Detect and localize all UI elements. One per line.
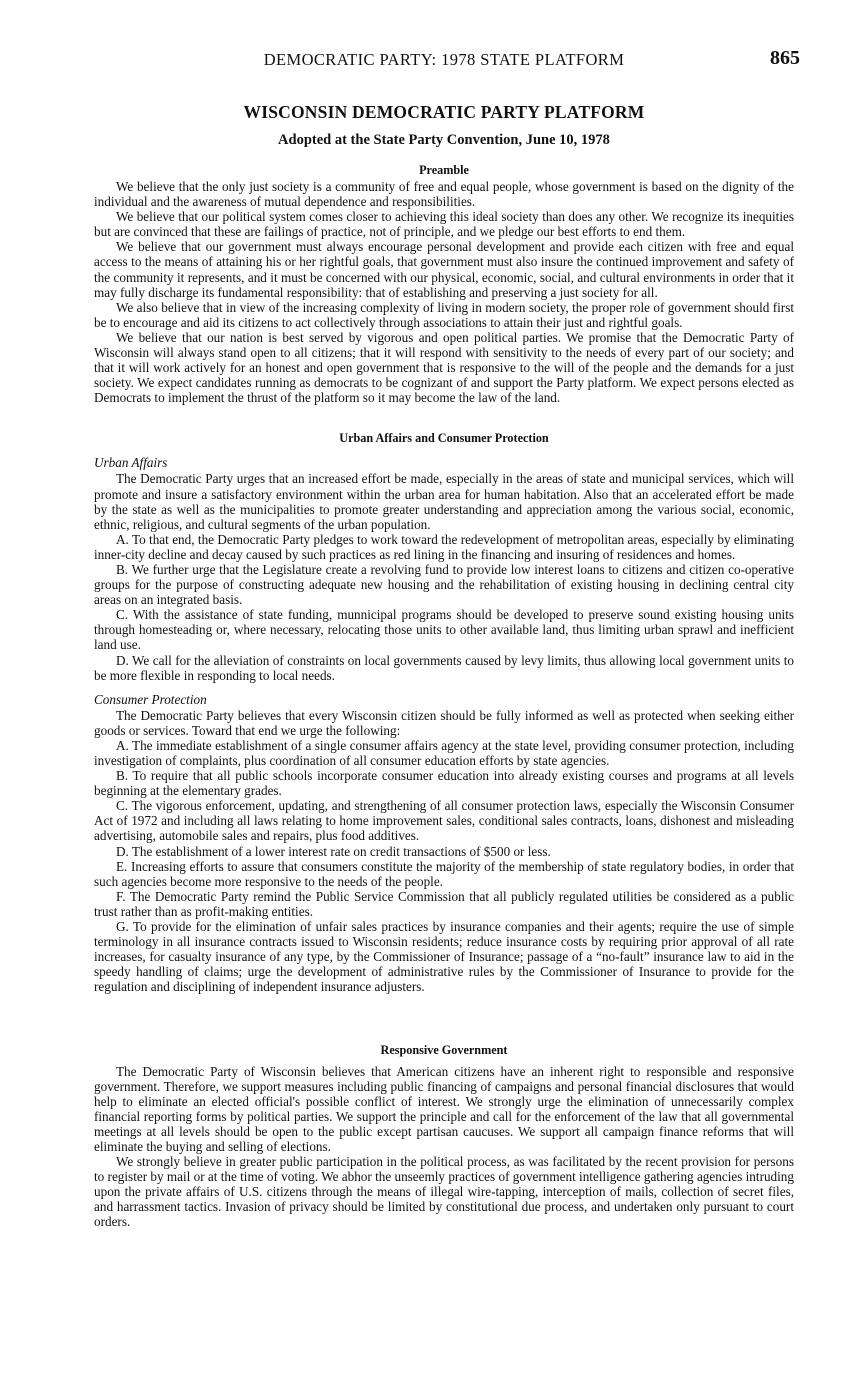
urban-affairs-item-a: A. To that end, the Democratic Party pledges to work toward the redevelopment of metropolitan areas, especially by eliminating inner-city decline and decay caused by such practices as red lining in the financing and insuring of residences and homes. [94,531,794,562]
urban-affairs-paragraph-1: The Democratic Party urges that an increased effort be made, especially in the areas of state and municipal services, which will promote and insure a satisfactory environment within the urban area for human habitation. Also that an accelerated effort be made by the state as well as the municipalities to promote greater understanding and appreciation among the various social, economic, ethnic, religious, and cultural segments of the urban population. [94,471,794,532]
section-heading-urban-affairs: Urban Affairs and Consumer Protection [339,431,549,446]
section-heading-preamble: Preamble [419,163,469,177]
consumer-protection-item-b: B. To require that all public schools incorporate consumer education into already existing courses and programs at all levels beginning at the elementary grades. [94,768,794,799]
urban-affairs-item-b: B. We further urge that the Legislature create a revolving fund to provide low interest loans to citizens and citizen co-operative groups for the purpose of constructing adequate new housing and the rehabilitation of existing housing in declining central city areas on an integrated basis. [94,561,794,608]
consumer-protection-item-f: F. The Democratic Party remind the Public Service Commission that all publicly regulated utilities be considered as a public trust rather than as profit-making entities. [94,888,794,919]
page-title: WISCONSIN DEMOCRATIC PARTY PLATFORM [243,102,645,122]
consumer-protection-item-e: E. Increasing efforts to assure that consumers constitute the majority of the membership of state regulatory bodies, in order that such agencies become more responsive to the needs of the people. [94,858,794,889]
responsive-government-paragraph-1: The Democratic Party of Wisconsin believes that American citizens have an inherent right to responsible and responsive government. Therefore, we support measures including public financing of campaigns and personal financial disclosures that would help to eliminate an elected official's possible conflict of interest. We strongly urge the elimination of unnecessarily complex financial reporting forms by political parties. We support the principle and call for the enforcement of the law that all governmental meetings at all levels should be open to the public except partisan caucuses. We support all campaign finance reforms that will eliminate the buying and selling of elections. [94,1063,794,1154]
running-head-title: DEMOCRATIC PARTY: 1978 STATE PLATFORM [263,50,625,69]
consumer-protection-item-d: D. The establishment of a lower interest rate on credit transactions of $500 or less. [116,843,551,859]
section-heading-responsive-government: Responsive Government [380,1042,508,1057]
preamble-paragraph-4: We also believe that in view of the increasing complexity of living in modern society, the proper role of government should first be to encourage and aid its citizens to act collectively through associations to attain their just and rightful goals. [94,299,794,330]
consumer-protection-item-c: C. The vigorous enforcement, updating, and strengthening of all consumer protection laws, especially the Wisconsin Consumer Act of 1972 and including all laws relating to home improvement sales, conditional sales contracts, loans, dishonest and misleading advertising, automobile sales and repairs, plus food additives. [94,798,794,844]
preamble-paragraph-5: We believe that our nation is best served by vigorous and open political parties. We promise that the Democratic Party of Wisconsin will always stand open to all citizens; that it will respond with sensitivity to the needs of every part of our society; and that it will work actively for an honest and open government that is responsive to the will of the people and the demands for a just society. We expect candidates running as democrats to be cognizant of and support the Party platform. We expect persons elected as Democrats to implement the thrust of the platform so it may become the law of the land. [94,329,794,406]
consumer-protection-item-g: G. To provide for the elimination of unfair sales practices by insurance companies and their agents; require the use of simple terminology in all insurance contracts issued to Wisconsin residents; reduce insurance costs by requiring prior approval of all rate increases, for casualty insurance of any type, by the Commissioner of Insurance; passage of a “no-fault” insurance law to aid in the speedy handling of claims; urge the development of administrative rules by the Commissioner of Insurance to provide for the regulation and disciplining of independent insurance adjusters. [94,919,794,995]
preamble-paragraph-3: We believe that our government must always encourage personal development and provide each citizen with free and equal access to the means of attaining his or her rightful goals, that government must also insure the continued improvement and safety of the community it represents, and it must be concerned with our physical, economic, social, and cultural environments in order that it may fully discharge its fundamental responsibility: that of establishing and preserving a just society for all. [94,239,794,300]
section-spacer [94,995,794,1029]
responsive-government-paragraph-2: We strongly believe in greater public participation in the political process, as was facilitated by the recent provision for persons to register by mail or at the time of voting. We abhor the unseemly practices of government intelligence gathering agencies intruding upon the private affairs of U.S. citizens through the means of illegal wire-tapping, interception of mails, collection of secret files, and harrassment tactics. Invasion of privacy should be limited by constitutional due process, and undertaken only pursuant to court orders. [94,1154,794,1230]
preamble-paragraph-1: We believe that the only just society is a community of free and equal people, whose government is based on the dignity of the individual and the awareness of mutual dependence and responsibilities. [94,179,794,210]
running-header [94,47,800,80]
consumer-protection-item-a: A. The immediate establishment of a single consumer affairs agency at the state level, providing consumer protection, including investigation of complaints, plus coordination of all consumer education efforts by state agencies. [94,737,794,768]
consumer-protection-paragraph-1: The Democratic Party believes that every Wisconsin citizen should be fully informed as well as protected when seeking either goods or services. Toward that end we urge the following: [94,707,794,738]
urban-affairs-item-c: C. With the assistance of state funding, munnicipal programs should be developed to preserve sound existing housing units through homesteading or, where necessary, relocating those units to other available land, thus limiting urban sprawl and inefficient land use. [94,607,794,653]
subsection-heading-urban-affairs: Urban Affairs [94,455,168,471]
page-subtitle: Adopted at the State Party Convention, June 10, 1978 [278,132,610,148]
page-number: 865 [770,47,800,69]
page-content [94,47,800,1230]
urban-affairs-item-d: D. We call for the alleviation of constraints on local governments caused by levy limits, thus allowing local government units to be more flexible in responding to local needs. [94,652,794,683]
subsection-heading-consumer-protection: Consumer Protection [94,691,207,707]
preamble-paragraph-2: We believe that our political system comes closer to achieving this ideal society than does any other. We recognize its inequities but are convinced that these are failings of practice, not of principle, and we pledge our best efforts to end them. [94,209,794,240]
